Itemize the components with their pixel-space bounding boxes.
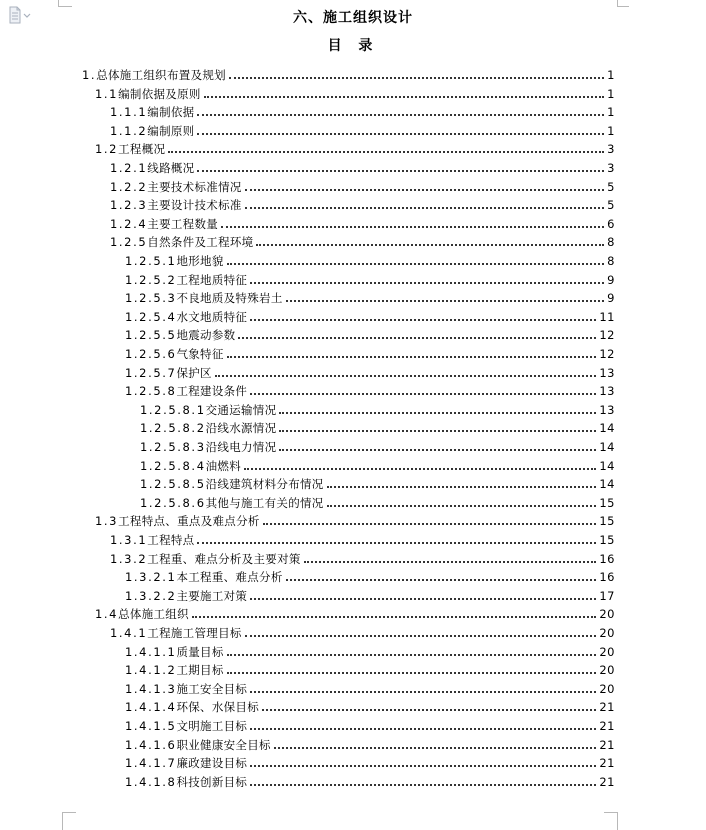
toc-entry-label: 编制依据及原则 [118, 86, 201, 101]
toc-entry[interactable] [0, 250, 615, 268]
toc-entry[interactable] [0, 529, 615, 547]
toc-entry[interactable] [0, 548, 615, 566]
toc-entry-number: 1.2.5.8.3 [140, 440, 206, 454]
crop-mark-bottom-left-h [62, 812, 76, 813]
toc-entry-number: 1.2.5.6 [125, 347, 177, 361]
toc-entry[interactable] [0, 771, 615, 789]
toc-dot-leader [168, 150, 604, 153]
toc-dot-leader [227, 653, 597, 656]
toc-entry-page-number: 16 [599, 551, 615, 566]
toc-entry-number: 1.2.5.5 [125, 328, 177, 343]
toc-entry-number: 1.1 [95, 86, 119, 101]
toc-entry-page-number: 5 [607, 198, 615, 213]
toc-dot-leader [197, 169, 604, 172]
toc-entry-label: 主要施工对策 [176, 588, 248, 603]
toc-entry-label: 职业健康安全目标 [176, 737, 271, 752]
toc-entry[interactable] [0, 678, 615, 696]
toc-dot-leader [238, 336, 596, 339]
toc-dot-leader [192, 615, 596, 618]
toc-dot-leader [197, 113, 604, 116]
toc-dot-leader [327, 485, 597, 488]
toc-entry-label: 环保、水保目标 [176, 700, 260, 715]
toc-entry-number: 1.2.5.2 [125, 272, 177, 287]
toc-entry-number: 1.4.1.8 [125, 774, 177, 789]
toc-entry-number: 1.2.5.8 [125, 384, 177, 399]
toc-entry-label: 总体施工组织布置及规划 [96, 68, 226, 82]
toc-entry-number: 1.2.5.4 [125, 309, 177, 324]
toc-entry-number: 1.2.3 [110, 198, 148, 213]
toc-dot-leader [279, 448, 596, 451]
toc-dot-leader [250, 392, 596, 395]
toc-dot-leader [279, 411, 596, 414]
toc-dot-leader [245, 188, 605, 191]
toc-entry[interactable] [0, 715, 615, 733]
toc-dot-leader [274, 746, 597, 749]
toc-entry-number: 1.2.4 [110, 216, 148, 231]
toc-entry-page-number: 1 [607, 68, 615, 82]
toc-entry-label: 交通运输情况 [205, 402, 277, 417]
toc-entry-page-number: 8 [607, 235, 615, 250]
toc-entry[interactable] [0, 157, 615, 175]
toc-entry-label: 油燃料 [205, 458, 242, 473]
toc-entry-number: 1.4.1 [110, 626, 148, 640]
toc-dot-leader [262, 708, 596, 711]
toc-entry[interactable] [0, 603, 615, 621]
page-title: 六、施工组织设计 [293, 10, 413, 26]
toc-dot-leader [221, 225, 604, 228]
toc-entry-page-number: 21 [599, 756, 615, 771]
toc-entry-page-number: 14 [599, 421, 615, 436]
toc-entry-page-number: 14 [599, 440, 615, 454]
toc-entry-page-number: 14 [599, 477, 615, 492]
toc-entry[interactable] [0, 269, 615, 287]
toc-entry-label: 质量目标 [176, 644, 224, 659]
toc-entry-page-number: 13 [599, 384, 615, 399]
toc-entry-label: 线路概况 [147, 161, 195, 175]
toc-entry-label: 施工安全目标 [176, 681, 248, 696]
toc-dot-leader [227, 355, 597, 358]
toc-entry-page-number: 13 [599, 402, 615, 417]
toc-dot-leader [250, 318, 596, 321]
toc-entry-label: 沿线电力情况 [205, 440, 277, 454]
toc-entry-label: 工程特点 [147, 533, 195, 547]
toc-entry-number: 1.4.1.1 [125, 644, 177, 659]
toc-entry-number: 1.3.2.1 [125, 570, 177, 585]
toc-entry-number: 1.2.5.8.4 [140, 458, 206, 473]
toc-dot-leader [304, 560, 597, 563]
toc-dot-leader [244, 467, 596, 470]
toc-dot-leader [327, 504, 597, 507]
toc-dot-leader [204, 95, 604, 98]
toc-entry[interactable] [0, 306, 615, 324]
toc-entry-label: 工程地质特征 [176, 272, 248, 287]
toc-entry[interactable] [0, 213, 615, 231]
toc-dot-leader [215, 374, 597, 377]
toc-entry-label: 工程重、难点分析及主要对策 [147, 551, 301, 566]
toc-entry[interactable] [0, 436, 615, 454]
toc-entry[interactable] [0, 101, 615, 119]
toc-dot-leader [227, 262, 605, 265]
toc-entry-label: 编制原则 [147, 123, 195, 138]
toc-entry-page-number: 9 [607, 291, 615, 306]
crop-mark-bottom-right [617, 812, 618, 830]
toc-dot-leader [279, 429, 596, 432]
toc-entry-page-number: 13 [599, 365, 615, 380]
toc-entry-number: 1.2.2 [110, 179, 148, 194]
toc-entry-number: 1.2.5.3 [125, 291, 177, 306]
toc-dot-leader [286, 299, 605, 302]
toc-dot-leader [250, 597, 596, 600]
toc-entry[interactable] [0, 399, 615, 417]
toc-entry-label: 沿线建筑材料分布情况 [205, 477, 324, 492]
toc-entry-page-number: 21 [599, 774, 615, 789]
toc-entry-number: 1.4.1.6 [125, 737, 177, 752]
toc-entry-page-number: 11 [599, 309, 615, 324]
toc-entry-number: 1.4.1.5 [125, 719, 177, 733]
toc-entry-label: 其他与施工有关的情况 [205, 495, 324, 510]
toc-entry-label: 工程概况 [118, 142, 166, 157]
toc-entry-label: 自然条件及工程环境 [147, 235, 254, 250]
toc-entry-label: 工程建设条件 [176, 384, 248, 399]
toc-entry-label: 保护区 [176, 365, 212, 380]
toc-entry-label: 文明施工目标 [176, 719, 248, 733]
toc-entry[interactable] [0, 659, 615, 677]
toc-entry[interactable] [0, 138, 615, 156]
toc-entry-label: 本工程重、难点分析 [176, 570, 283, 585]
toc-entry[interactable] [0, 324, 615, 342]
toc-entry[interactable] [0, 64, 615, 82]
toc-entry-number: 1.3.1 [110, 533, 148, 547]
toc-entry[interactable] [0, 287, 615, 305]
toc-entry[interactable] [0, 343, 615, 361]
toc-entry[interactable] [0, 455, 615, 473]
toc-dot-leader [245, 634, 597, 637]
toc-dot-leader [197, 541, 596, 544]
toc-entry-page-number: 20 [599, 644, 615, 659]
toc-entry-page-number: 1 [607, 123, 615, 138]
toc-entry-page-number: 20 [599, 607, 615, 622]
toc-entry-page-number: 6 [607, 216, 615, 231]
crop-mark-bottom-left [62, 812, 63, 830]
toc-entry-label: 地形地貌 [176, 254, 224, 268]
toc-entry[interactable] [0, 641, 615, 659]
crop-mark-bottom-right-h [604, 812, 618, 813]
toc-entry-page-number: 15 [599, 533, 615, 547]
toc-entry-page-number: 21 [599, 719, 615, 733]
toc-dot-leader [227, 671, 597, 674]
toc-entry[interactable] [0, 417, 615, 435]
toc-entry-number: 1.3.2.2 [125, 588, 177, 603]
toc-entry-label: 不良地质及特殊岩土 [176, 291, 283, 306]
toc-entry-number: 1.2.5.8.2 [140, 421, 206, 436]
toc-entry[interactable] [0, 752, 615, 770]
toc-entry-number: 1.2.1 [110, 161, 148, 175]
toc-dot-leader [250, 281, 604, 284]
toc-entry-page-number: 20 [599, 663, 615, 678]
toc-entry-number: 1.2.5.7 [125, 365, 177, 380]
toc-entry-page-number: 1 [607, 86, 615, 101]
toc-entry-label: 工期目标 [176, 663, 224, 678]
toc-entry-number: 1.4 [95, 607, 119, 622]
toc-entry-page-number: 16 [599, 570, 615, 585]
toc-entry-page-number: 3 [607, 142, 615, 157]
toc-entry[interactable] [0, 734, 615, 752]
toc-dot-leader [197, 132, 604, 135]
toc-entry[interactable] [0, 492, 615, 510]
toc-entry-label: 沿线水源情况 [205, 421, 277, 436]
toc-entry-label: 廉政建设目标 [176, 756, 248, 771]
toc-entry-number: 1.2 [95, 142, 119, 157]
toc-entry[interactable] [0, 362, 615, 380]
toc-entry-page-number: 12 [599, 328, 615, 343]
toc-dot-leader [250, 783, 596, 786]
toc-entry[interactable] [0, 585, 615, 603]
toc-entry-label: 工程施工管理目标 [147, 626, 242, 640]
toc-entry-page-number: 9 [607, 272, 615, 287]
toc-entry-label: 主要技术标准情况 [147, 179, 242, 194]
toc-entry-page-number: 3 [607, 161, 615, 175]
toc-entry-number: 1.2.5.8.5 [140, 477, 206, 492]
toc-entry-number: 1.2.5.1 [125, 254, 177, 268]
toc-entry-page-number: 15 [599, 514, 615, 529]
toc-entry-number: 1.1.2 [110, 123, 148, 138]
toc-entry-page-number: 12 [599, 347, 615, 361]
toc-entry-page-number: 17 [599, 588, 615, 603]
toc-entry-page-number: 8 [607, 254, 615, 268]
toc-entry[interactable] [0, 231, 615, 249]
toc-dot-leader [250, 727, 596, 730]
toc-entry[interactable] [0, 176, 615, 194]
toc-entry-label: 地震动参数 [176, 328, 236, 343]
toc-entry-label: 科技创新目标 [176, 774, 248, 789]
toc-entry-number: 1.4.1.2 [125, 663, 177, 678]
toc-entry[interactable] [0, 696, 615, 714]
toc-entry-label: 工程特点、重点及难点分析 [118, 514, 260, 529]
toc-dot-leader [263, 522, 597, 525]
toc-dot-leader [250, 690, 596, 693]
toc-entry[interactable] [0, 120, 615, 138]
toc-entry-label: 气象特征 [176, 347, 224, 361]
toc-entry[interactable] [0, 510, 615, 528]
toc-entry-number: 1.2.5 [110, 235, 148, 250]
toc-dot-leader [245, 206, 605, 209]
toc-entry[interactable] [0, 473, 615, 491]
toc-dot-leader [256, 243, 604, 246]
toc-entry-number: 1.4.1.3 [125, 681, 177, 696]
toc-entry-number: 1.2.5.8.6 [140, 495, 206, 510]
toc-entry[interactable] [0, 566, 615, 584]
toc-entry[interactable] [0, 380, 615, 398]
toc-dot-leader [286, 578, 597, 581]
toc-entry-number: 1.4.1.7 [125, 756, 177, 771]
toc-entry-page-number: 5 [607, 179, 615, 194]
toc-entry-label: 主要设计技术标准 [147, 198, 242, 213]
toc-heading: 目 录 [327, 38, 379, 54]
toc-entry-label: 水文地质特征 [176, 309, 248, 324]
toc-entry-page-number: 14 [599, 458, 615, 473]
toc-entry-page-number: 15 [599, 495, 615, 510]
toc-entry-number: 1. [82, 68, 97, 82]
toc-entry-page-number: 20 [599, 681, 615, 696]
toc-entry[interactable] [0, 622, 615, 640]
toc-entry-number: 1.3 [95, 514, 119, 529]
toc-entry-page-number: 1 [607, 105, 615, 120]
toc-entry-number: 1.2.5.8.1 [140, 402, 206, 417]
toc-entry-label: 总体施工组织 [118, 607, 189, 622]
toc-entry-label: 主要工程数量 [147, 216, 219, 231]
toc-dot-leader [250, 764, 596, 767]
toc-entry[interactable] [0, 83, 615, 101]
toc-entry-number: 1.1.1 [110, 105, 148, 120]
toc-entry-page-number: 20 [599, 626, 615, 640]
toc-entry[interactable] [0, 194, 615, 212]
toc-entry-label: 编制依据 [147, 105, 195, 120]
toc-entry-page-number: 21 [599, 737, 615, 752]
toc-entry-page-number: 21 [599, 700, 615, 715]
toc-entry-number: 1.3.2 [110, 551, 148, 566]
toc-entry-number: 1.4.1.4 [125, 700, 177, 715]
toc-dot-leader [229, 76, 604, 79]
